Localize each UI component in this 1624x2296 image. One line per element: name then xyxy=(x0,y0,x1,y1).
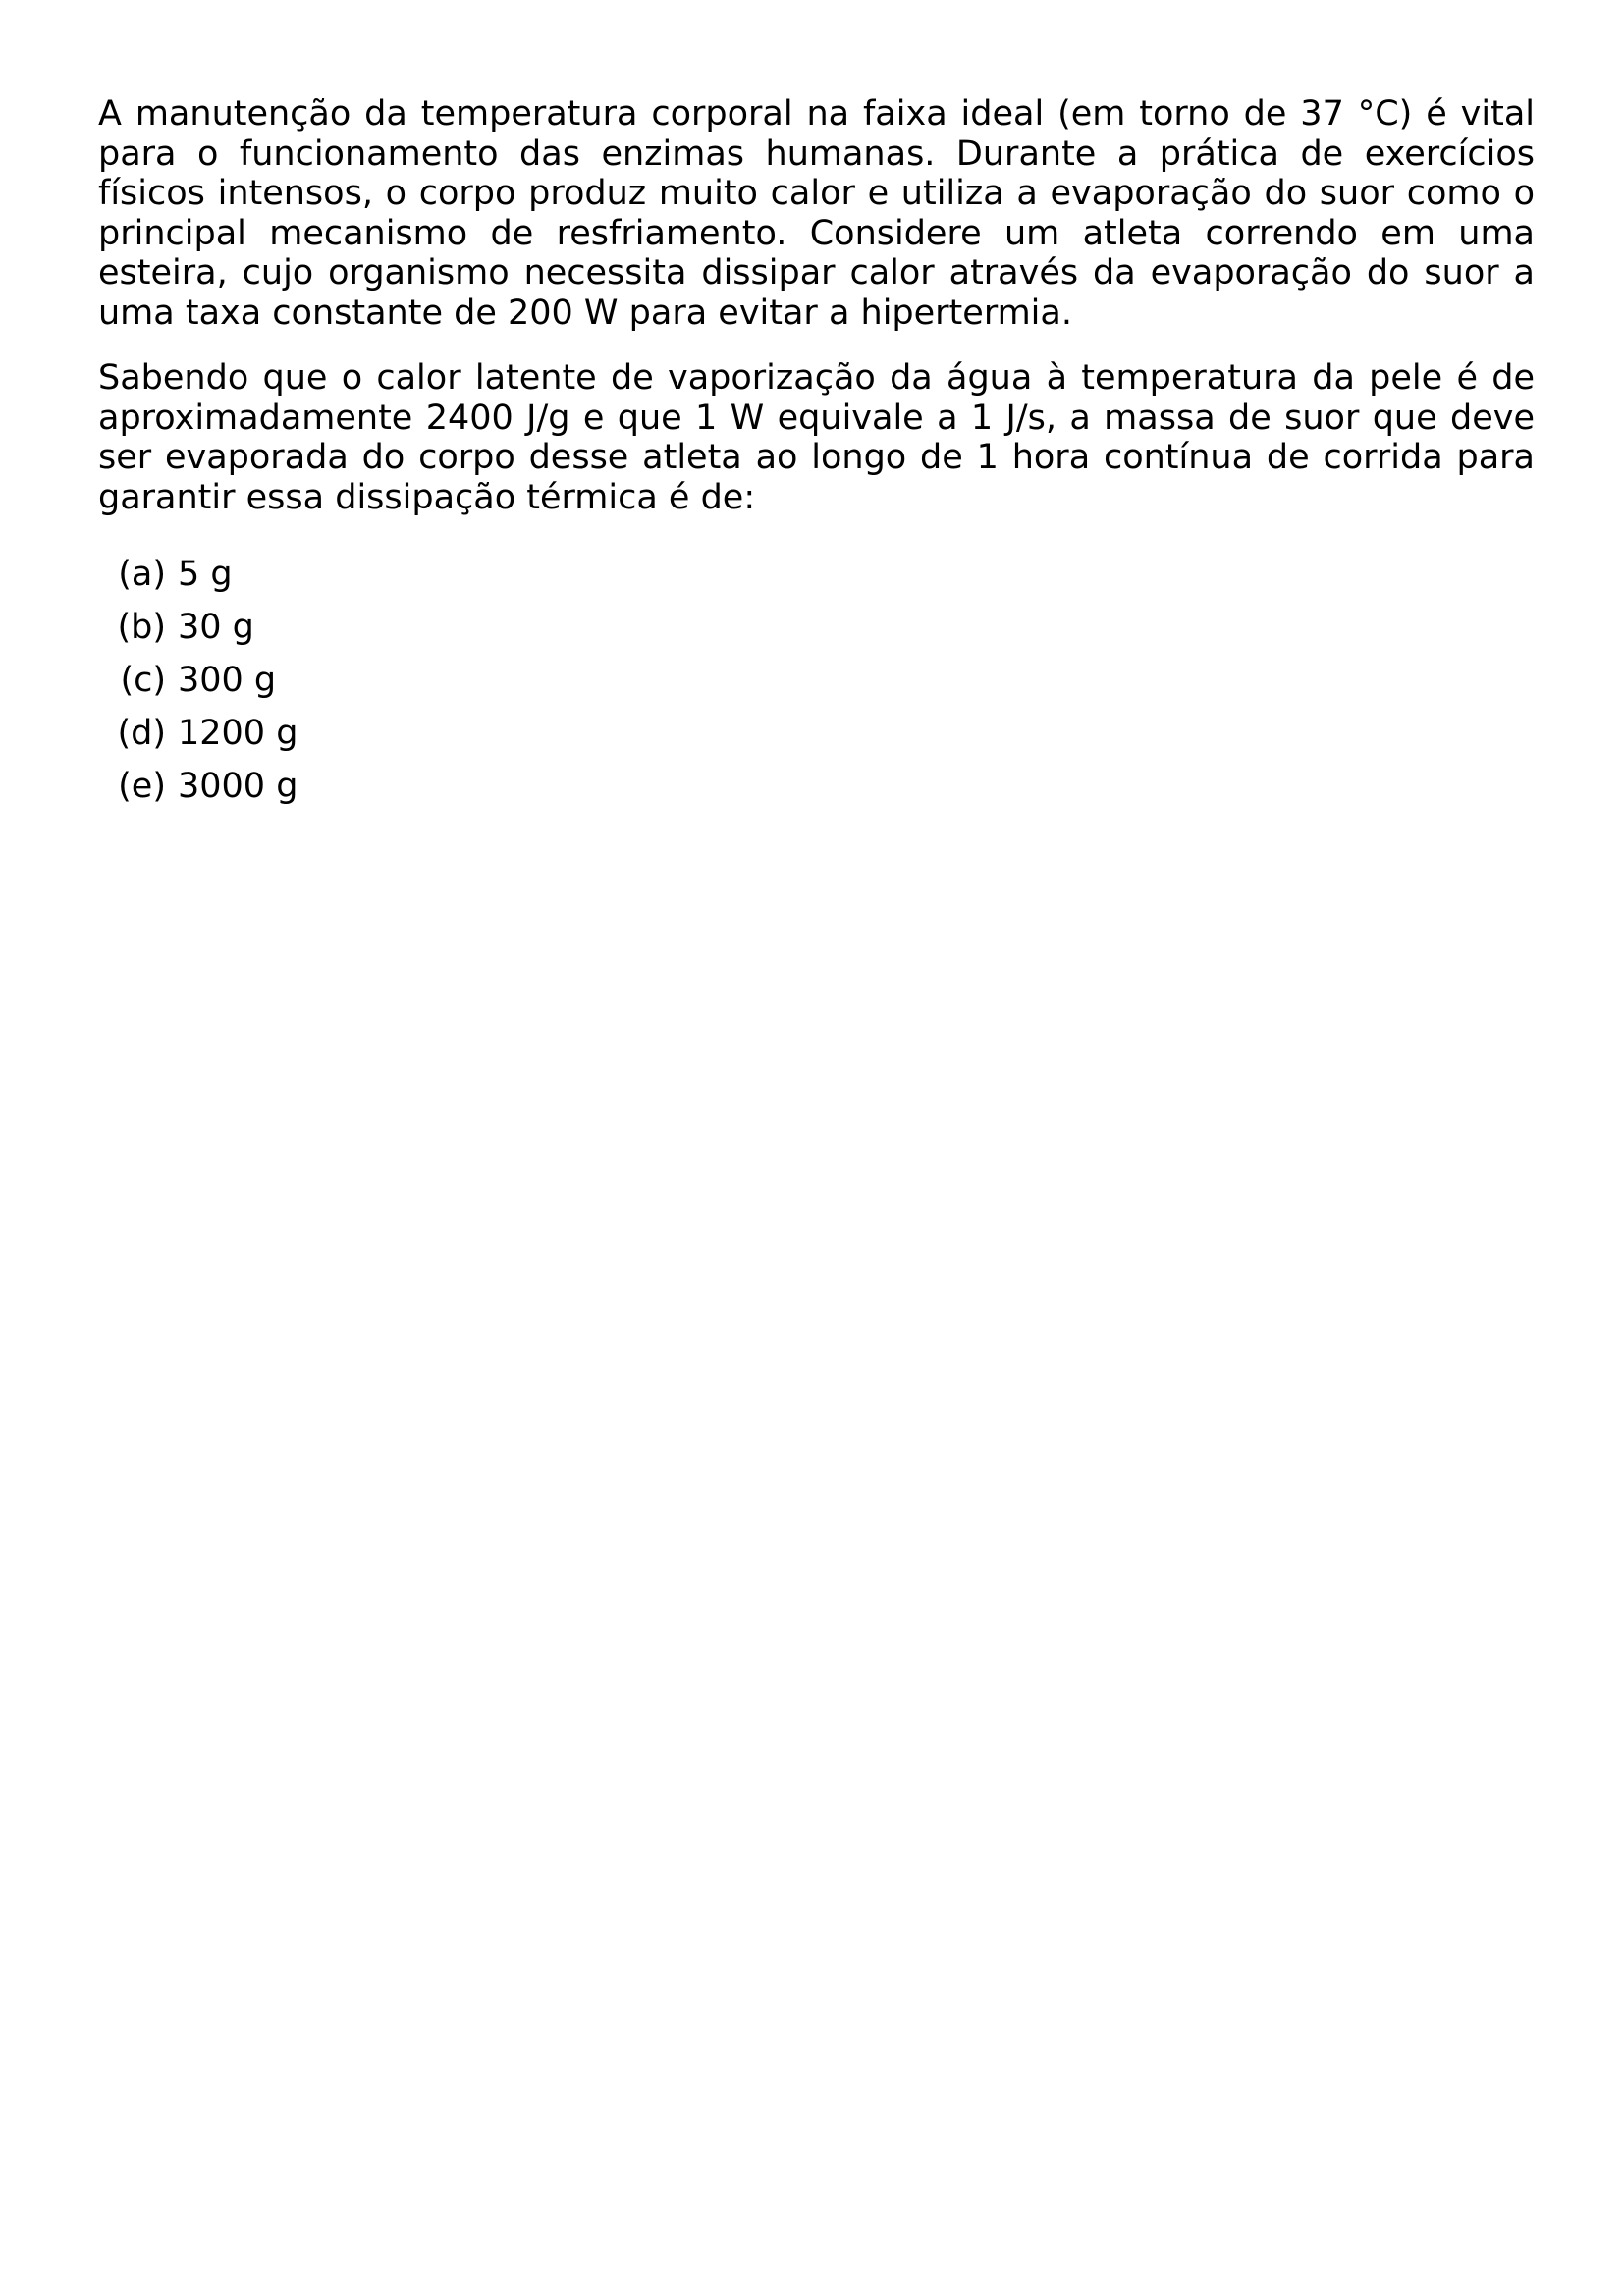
option-a-label: (a) xyxy=(118,555,166,594)
question-block xyxy=(98,94,1535,820)
option-d xyxy=(98,714,1535,767)
option-b xyxy=(98,608,1535,661)
question-paragraph-context: A manutenção da temperatura corporal na faixa ideal (em torno de 37 °C) é vital para o funcionamento das enzimas humanas. Durante a prática de exercícios físicos intensos, o corpo produz muito calor e utiliza a evaporação do suor como o principal mecanismo de resfriamento. Considere um atleta correndo em uma esteira, cujo organismo necessita dissipar calor através da evaporação do suor a uma taxa constante de 200 W para evitar a hipertermia. xyxy=(98,94,1535,333)
option-e-label: (e) xyxy=(118,767,166,806)
option-a xyxy=(98,555,1535,608)
option-b-label: (b) xyxy=(117,608,166,647)
answer-options xyxy=(98,555,1535,820)
option-c-text: 300 g xyxy=(178,661,277,700)
option-c xyxy=(98,661,1535,714)
option-d-label: (d) xyxy=(117,714,166,753)
option-d-text: 1200 g xyxy=(178,714,298,753)
option-c-label: (c) xyxy=(120,661,166,700)
option-a-text: 5 g xyxy=(178,555,233,594)
option-e-text: 3000 g xyxy=(178,767,298,806)
option-e xyxy=(98,767,1535,820)
question-paragraph-prompt: Sabendo que o calor latente de vaporização da água à temperatura da pele é de aproximadamente 2400 J/g e que 1 W equivale a 1 J/s, a massa de suor que deve ser evaporada do corpo desse atleta ao longo de 1 hora contínua de corrida para garantir essa dissipação térmica é de: xyxy=(98,358,1535,517)
option-b-text: 30 g xyxy=(178,608,254,647)
